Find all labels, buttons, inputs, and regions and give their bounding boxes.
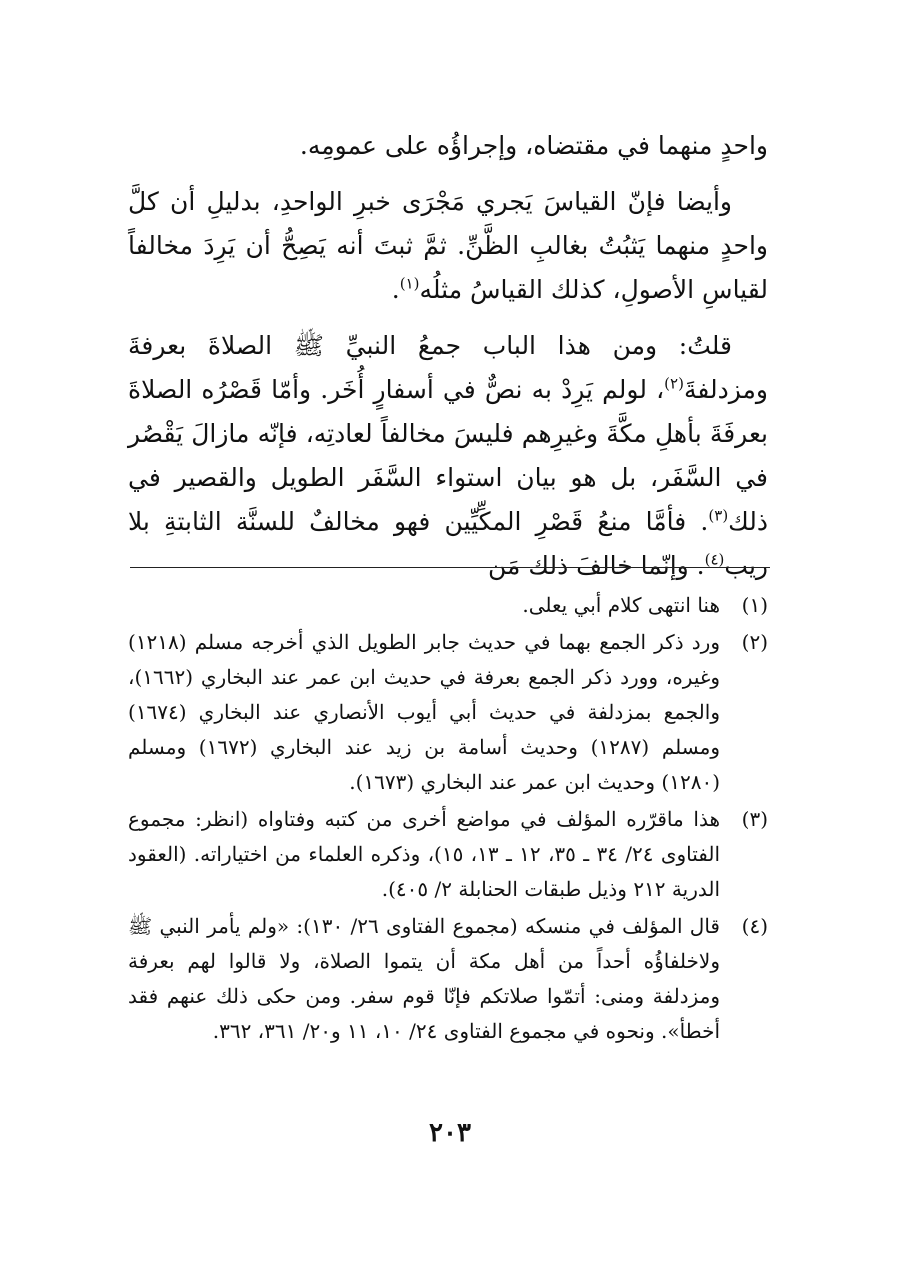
footnote-ref-1[interactable]: (١) [399, 274, 420, 293]
paragraph-2-end: . [391, 275, 400, 304]
footnote-3-text: هذا ماقرّره المؤلف في مواضع أخرى من كتبه وفتاواه (انظر: مجموع الفتاوى ٢٤/ ٣٤ ـ ٣٥، ١٢ ـ ١٣، ١٥)، وذكره العلماء من اختياراته. (العقود الدرية ٢١٢ وذيل طبقات الحنابلة ٢/ ٤٠٥). [128, 807, 721, 901]
footnote-ref-3[interactable]: (٣) [708, 506, 729, 525]
paragraph-analogy [128, 180, 768, 312]
footnote-4 [128, 909, 768, 1049]
footnote-1-text: هنا انتهى كلام أبي يعلى. [522, 593, 720, 617]
page-number: ٢٠٣ [429, 1118, 471, 1148]
footnotes [128, 588, 768, 1051]
paragraph-qultu [128, 324, 768, 588]
footnote-3-number: (٣) [741, 807, 768, 831]
footnote-2 [128, 625, 768, 800]
footnote-1 [128, 588, 768, 623]
paragraph-1-text: واحدٍ منهما في مقتضاه، وإجراؤُه على عمومِه. [299, 131, 768, 160]
paragraph-continuation [128, 124, 768, 168]
footnote-1-number: (١) [741, 593, 768, 617]
footnote-ref-2[interactable]: (٢) [664, 374, 684, 393]
footnote-2-number: (٢) [741, 630, 768, 654]
paragraph-3-part-c: . فأمَّا منعُ قَصْرِ المكِّيِّين فهو مخالفٌ للسنَّة الثابتةِ بلا ريب [128, 507, 768, 580]
footnote-4-text: قال المؤلف في منسكه (مجموع الفتاوى ٢٦/ ١٣٠): «ولم يأمر النبي ﷺ ولاخلفاؤُه أحداً من أهل مكة أن يتموا الصلاة، ولا قالوا لهم بعرفة ومزدلفة ومنى: أتمّوا صلاتكم فإنّا قوم سفر. ومن حكى ذلك عنهم فقد أخطأ». ونحوه في مجموع الفتاوى ٢٤/ ١٠، ١١ و٢٠/ ٣٦١، ٣٦٢. [128, 914, 720, 1043]
main-text [128, 124, 768, 588]
footnote-ref-4[interactable]: (٤) [704, 550, 725, 569]
paragraph-3-part-a: قلتُ: ومن هذا الباب جمعُ النبيِّ ﷺ الصلاةَ بعرفةَ ومزدلفةَ [128, 331, 768, 404]
paragraph-3-part-d: . وإنّما خالفَ ذلك مَن [488, 551, 705, 580]
footnote-4-number: (٤) [741, 914, 768, 938]
footnote-separator [130, 567, 770, 568]
footnote-3 [128, 802, 768, 907]
paragraph-2-text: وأيضا فإنّ القياسَ يَجري مَجْرَى خبرِ الواحدِ، بدليلِ أن كلَّ واحدٍ منهما يَثبُتُ بغالبِ الظَّنِّ. ثمَّ ثبتَ أنه يَصِحُّ أن يَرِدَ مخالفاً لقياسِ الأصولِ، كذلك القياسُ مثلُه [128, 187, 768, 304]
paragraph-3-part-b: ، لولم يَرِدْ به نصٌّ في أسفارٍ أُخَر. وأمّا قَصْرُه الصلاةَ بعرفَةَ بأهلِ مكَّةَ وغيرِهم فليسَ مخالفاً لعادتِه، فإنّه مازالَ يَقْصُر في السَّفَر، بل هو بيان استواء السَّفَر الطويل والقصير في ذلك [128, 375, 768, 536]
footnote-2-text: ورد ذكر الجمع بهما في حديث جابر الطويل الذي أخرجه مسلم (١٢١٨) وغيره، وورد ذكر الجمع بعرفة في حديث ابن عمر عند البخاري (١٦٦٢)، والجمع بمزدلفة في حديث أبي أيوب الأنصاري عند البخاري (١٦٧٤) ومسلم (١٢٨٧) وحديث أسامة بن زيد عند البخاري (١٦٧٢) ومسلم (١٢٨٠) وحديث ابن عمر عند البخاري (١٦٧٣). [128, 630, 720, 794]
